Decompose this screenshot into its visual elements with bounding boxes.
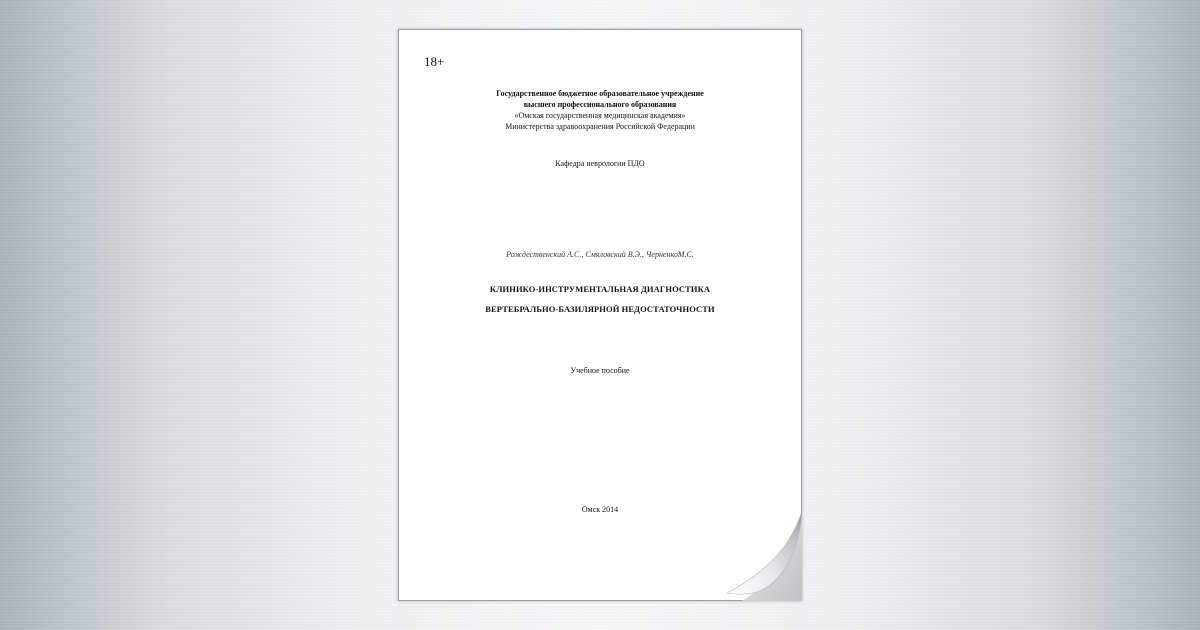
city-year: Омск 2014 bbox=[581, 505, 619, 514]
age-rating: 18+ bbox=[424, 54, 445, 69]
institution-line-3: «Омская государственная медицинская академия» bbox=[514, 111, 686, 120]
institution-line-1: Государственное бюджетное образовательное учреждение bbox=[496, 89, 704, 98]
title-line-1: КЛИНИКО-ИНСТРУМЕНТАЛЬНАЯ ДИАГНОСТИКА bbox=[489, 284, 711, 294]
institution-line-4: Министерства здравоохранения Российской Федерации bbox=[505, 122, 695, 131]
page-curl bbox=[722, 481, 802, 601]
title-line-2: ВЕРТЕБРАЛЬНО-БАЗИЛЯРНОЙ НЕДОСТАТОЧНОСТИ bbox=[485, 304, 715, 314]
institution-line-2: высшего профессионального образования bbox=[523, 100, 677, 109]
document-type: Учебное пособие bbox=[570, 366, 630, 375]
department: Кафедра неврологии ПДО bbox=[555, 159, 645, 168]
document-page bbox=[398, 29, 802, 601]
authors: Рождественский А.С., Смяловский В.Э., ЧерненкоМ.С. bbox=[506, 250, 694, 259]
